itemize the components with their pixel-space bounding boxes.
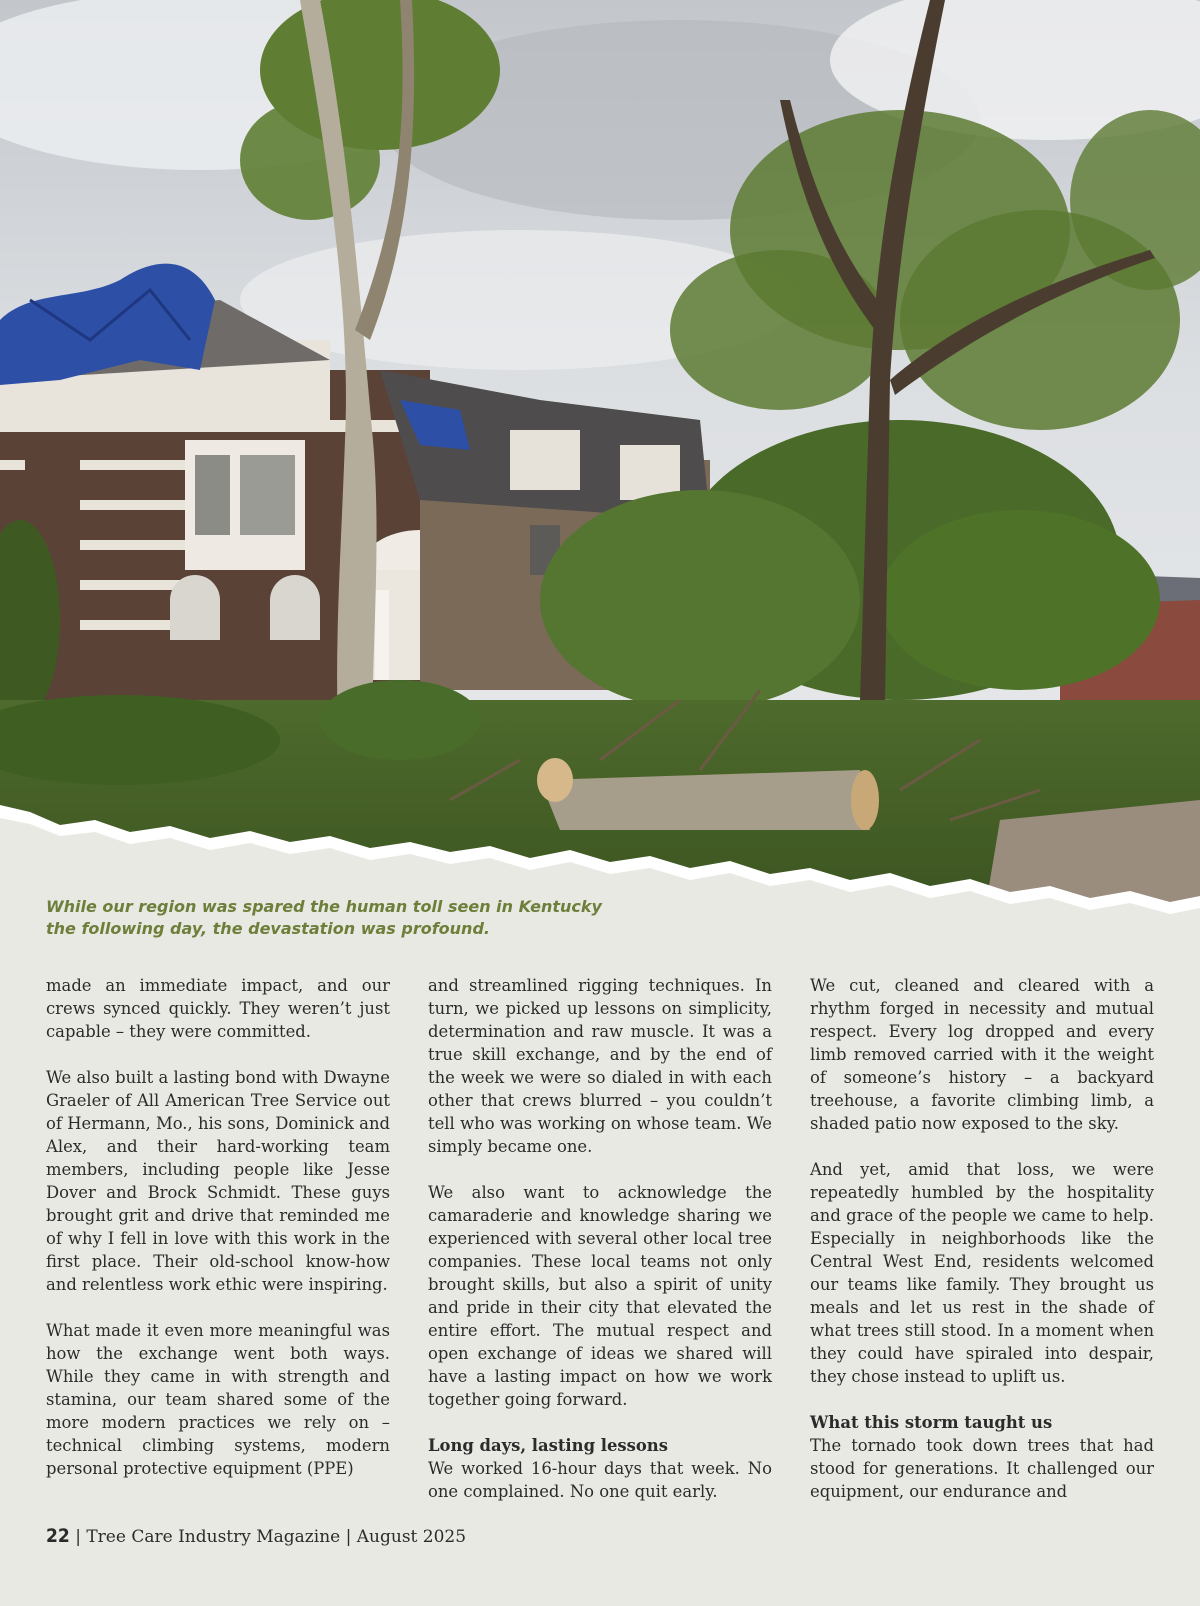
issue-date: August 2025 [356,1527,467,1547]
column-1 [46,974,390,1503]
footer-separator: | [75,1527,81,1547]
paragraph: We also want to acknowledge the camaraderie and knowledge sharing we experienced with several other local tree companies. These local teams not only brought skills, but also a spirit of unity and pride in their city that elevated the entire effort. The mutual respect and open exchange of ideas we shared will have a lasting impact on how we work together going forward. [428,1183,772,1409]
paragraph: and streamlined rigging techniques. In turn, we picked up lessons on simplicity, determination and raw muscle. It was a true skill exchange, and by the end of the week we were so dialed in with each other that crews blurred – you couldn’t tell who was working on whose team. We simply became one. [428,976,772,1156]
photo-caption [46,896,666,940]
column-3 [810,974,1154,1503]
paragraph: We cut, cleaned and cleared with a rhythm forged in necessity and mutual respect. Every log dropped and every limb removed carried with it the weight of someone’s history – a backyard treehouse, a favorite climbing limb, a shaded patio now exposed to the sky. [810,976,1154,1133]
page-number: 22 [46,1525,70,1547]
paragraph: What made it even more meaningful was how the exchange went both ways. While they came in with strength and stamina, our team shared some of the more modern practices we rely on – technical climbing systems, modern personal protective equipment (PPE) [46,1321,390,1478]
section-heading: What this storm taught us [810,1413,1053,1432]
page-footer [46,1524,466,1549]
paragraph: made an immediate impact, and our crews synced quickly. They weren’t just capable – they were committed. [46,976,390,1041]
column-2 [428,974,772,1503]
section-heading: Long days, lasting lessons [428,1436,668,1455]
paragraph: We worked 16-hour days that week. No one complained. No one quit early. [428,1459,772,1501]
paragraph: We also built a lasting bond with Dwayne Graeler of All American Tree Service out of Hermann, Mo., his sons, Dominick and Alex, and their hard-working team members, including people like Jesse Dover and Brock Schmidt. These guys brought grit and drive that reminded me of why I fell in love with this work in the first place. Their old-school know-how and relentless work ethic were inspiring. [46,1068,390,1294]
article-body [46,974,1154,1503]
footer-separator: | [345,1527,352,1547]
caption-line-2: the following day, the devastation was profound. [46,919,490,938]
paragraph: And yet, amid that loss, we were repeatedly humbled by the hospitality and grace of the people we came to help. Especially in neighborhoods like the Central West End, residents welcomed our teams like family. They brought us meals and let us rest in the shade of what trees still stood. In a moment when they could have spiraled into despair, they chose instead to uplift us. [810,1160,1154,1386]
caption-line-1: While our region was spared the human toll seen in Kentucky [46,897,602,916]
paragraph: The tornado took down trees that had stood for generations. It challenged our equipment, our endurance and [810,1436,1154,1501]
magazine-name: Tree Care Industry Magazine [86,1527,341,1547]
